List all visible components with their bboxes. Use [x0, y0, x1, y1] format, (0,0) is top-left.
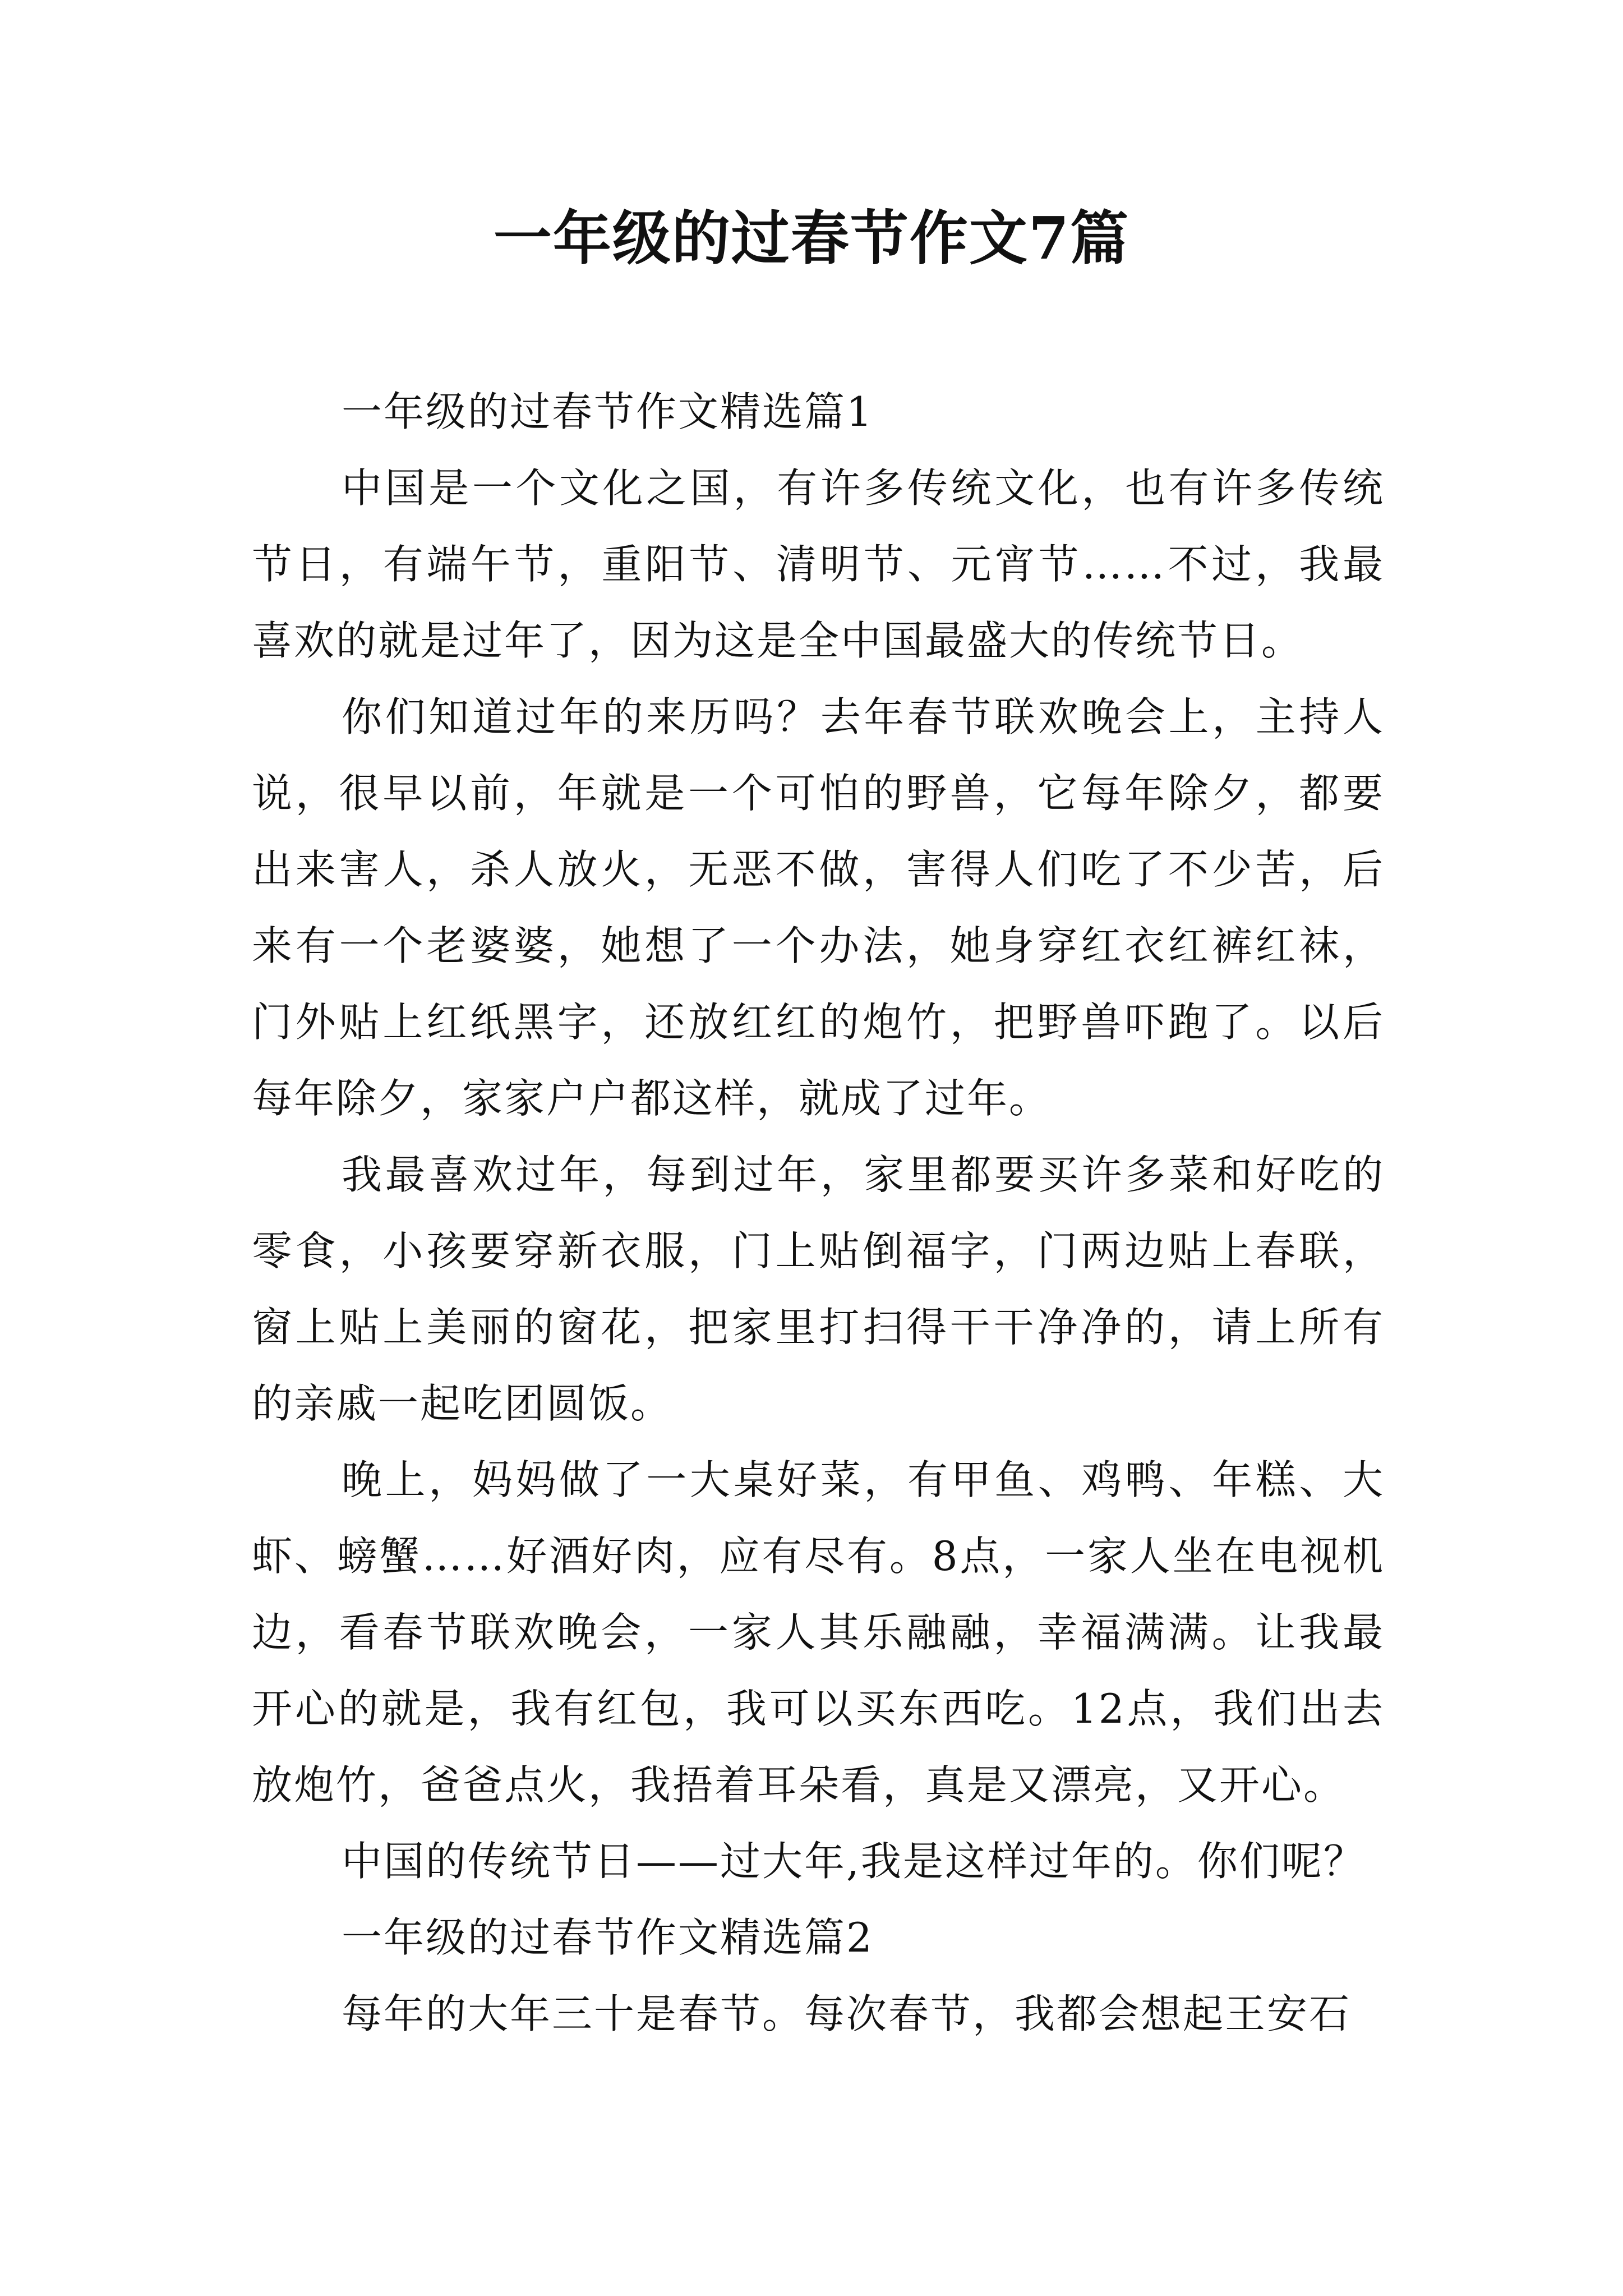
paragraph: 中国的传统节日——过大年,我是这样过年的。你们呢？: [342, 1838, 1366, 1885]
paragraph: 晚上，妈妈做了一大桌好菜，有甲鱼、鸡鸭、年糕、大虾、螃蟹……好酒好肉，应有尽有。8点，一家人坐在电视机边，看春节联欢晚会，一家人其乐融融，幸福满满。让我最开心的就是，我有红包，我可以买东西吃。12点，我们出去放炮竹，爸爸点火，我捂着耳朵看，真是又漂亮，又开心。: [252, 1456, 1385, 1809]
paragraph: 你们知道过年的来历吗？去年春节联欢晚会上，主持人说，很早以前，年就是一个可怕的野兽，它每年除夕，都要出来害人，杀人放火，无恶不做，害得人们吃了不少苦，后来有一个老婆婆，她想了一个办法，她身穿红衣红裤红袜，门外贴上红纸黑字，还放红红的炮竹，把野兽吓跑了。以后每年除夕，家家户户都这样，就成了过年。: [252, 693, 1385, 1122]
document-title: 一年级的过春节作文7篇: [493, 204, 1130, 273]
document-body: [252, 374, 1385, 2052]
paragraph: 每年的大年三十是春节。每次春节，我都会想起王安石: [342, 1990, 1352, 2037]
paragraph: 我最喜欢过年，每到过年，家里都要买许多菜和好吃的零食，小孩要穿新衣服，门上贴倒福字，门两边贴上春联，窗上贴上美丽的窗花，把家里打扫得干干净净的，请上所有的亲戚一起吃团圆饭。: [252, 1151, 1385, 1427]
section-heading-2: 一年级的过春节作文精选篇2: [342, 1914, 874, 1961]
paragraph: 中国是一个文化之国，有许多传统文化，也有许多传统节日，有端午节，重阳节、清明节、元宵节……不过，我最喜欢的就是过年了，因为这是全中国最盛大的传统节日。: [252, 464, 1385, 664]
section-heading-1: 一年级的过春节作文精选篇1: [342, 388, 874, 435]
